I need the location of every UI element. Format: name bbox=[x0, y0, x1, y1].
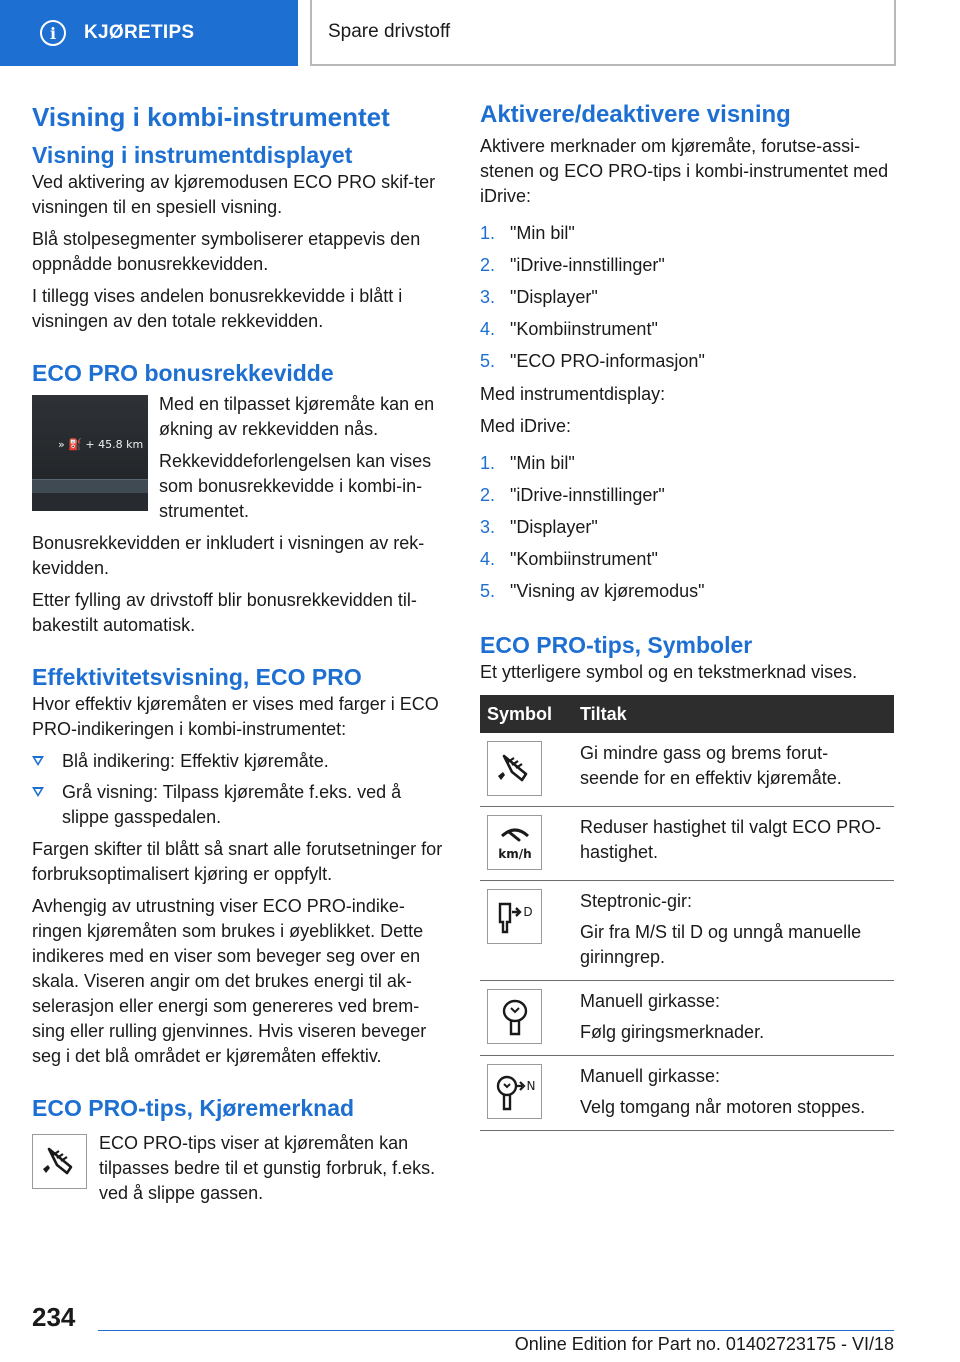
right-column bbox=[480, 100, 894, 1131]
edition-text: Online Edition for Part no. 01402723175 - VI/18 bbox=[514, 1334, 894, 1354]
paragraph: Etter fylling av drivstoff blir bonusrekkevidden til-bakestilt automatisk. bbox=[32, 590, 417, 635]
symbol-cell bbox=[487, 815, 542, 870]
speedometer-kmh-icon bbox=[492, 820, 538, 866]
table-row bbox=[480, 881, 894, 981]
list-item: 2. "iDrive-innstillinger" bbox=[480, 485, 665, 505]
symbol-table bbox=[480, 695, 894, 1131]
action-text: Manuell girkasse: bbox=[580, 1066, 721, 1086]
paragraph: Fargen skifter til blått så snart alle forutsetninger for forbruksoptimalisert kjøring er oppfylt. bbox=[32, 839, 443, 884]
gear-knob-icon bbox=[492, 994, 538, 1040]
left-column bbox=[32, 100, 446, 1213]
action-text: Steptronic-gir: bbox=[580, 891, 693, 911]
column-header-action: Tiltak bbox=[573, 695, 894, 733]
gear-lever-d-icon bbox=[492, 894, 538, 940]
list-item: 4. "Kombiinstrument" bbox=[480, 549, 658, 569]
paragraph: Ved aktivering av kjøremodusen ECO PRO skif-ter visningen til en spesiell visning. bbox=[32, 172, 436, 217]
main-heading: Visning i kombi-instrumentet bbox=[32, 102, 390, 132]
action-text: Reduser hastighet til valgt ECO PRO-hastighet. bbox=[580, 817, 882, 862]
table-row bbox=[480, 807, 894, 881]
triangle-bullet-icon bbox=[32, 756, 44, 766]
steps-list-2 bbox=[480, 451, 894, 604]
gear-knob-n-icon bbox=[492, 1069, 538, 1115]
foot-pedal-icon bbox=[492, 746, 538, 792]
svg-text:N: N bbox=[526, 1078, 535, 1093]
paragraph: Med iDrive: bbox=[480, 416, 572, 436]
heading-instrument-display: Visning i instrumentdisplayet bbox=[32, 142, 353, 168]
bonus-range-figure bbox=[32, 392, 446, 531]
symbol-cell bbox=[487, 989, 542, 1044]
chapter-tab[interactable] bbox=[0, 0, 298, 66]
list-item: 5. "ECO PRO-informasjon" bbox=[480, 351, 705, 371]
foot-pedal-icon bbox=[37, 1139, 83, 1185]
bonus-range-readout: » ⛽ + 45.8 km bbox=[58, 438, 144, 451]
symbol-cell bbox=[487, 741, 542, 796]
action-text: Gi mindre gass og brems forut-seende for en effektiv kjøremåte. bbox=[580, 743, 842, 788]
page-number: 234 bbox=[32, 1302, 76, 1332]
heading-driving-note: ECO PRO-tips, Kjøremerknad bbox=[32, 1095, 355, 1121]
table-row bbox=[480, 981, 894, 1056]
paragraph: Rekkeviddeforlengelsen kan vises som bonusrekkevidde i kombi-in-strumentet. bbox=[159, 451, 432, 521]
section-title-box bbox=[310, 0, 896, 66]
bonus-range-display-image bbox=[32, 395, 148, 511]
paragraph: ECO PRO-tips viser at kjøremåten kan tilpasses bedre til et gunstig forbruk, f.eks. ved å slippe gassen. bbox=[99, 1133, 436, 1203]
list-item: 2. "iDrive-innstillinger" bbox=[480, 255, 665, 275]
heading-bonus-range: ECO PRO bonusrekkevidde bbox=[32, 360, 334, 386]
action-text: Velg tomgang når motoren stoppes. bbox=[580, 1097, 866, 1117]
list-item: 4. "Kombiinstrument" bbox=[480, 319, 658, 339]
list-item: 3. "Displayer" bbox=[480, 517, 598, 537]
list-item: 3. "Displayer" bbox=[480, 287, 598, 307]
action-text: Følg giringsmerknader. bbox=[580, 1022, 765, 1042]
svg-text:D: D bbox=[522, 904, 533, 919]
symbol-cell bbox=[487, 889, 542, 944]
triangle-bullet-icon bbox=[32, 787, 44, 797]
list-item: Blå indikering: Effektiv kjøremåte. bbox=[32, 749, 446, 774]
heading-efficiency: Effektivitetsvisning, ECO PRO bbox=[32, 664, 362, 690]
paragraph: Bonusrekkevidden er inkludert i visningen av rek-kevidden. bbox=[32, 533, 425, 578]
table-row bbox=[480, 1056, 894, 1131]
action-text: Manuell girkasse: bbox=[580, 991, 721, 1011]
list-item: 1. "Min bil" bbox=[480, 223, 575, 243]
list-item: 5. "Visning av kjøremodus" bbox=[480, 581, 705, 601]
paragraph: Med instrumentdisplay: bbox=[480, 384, 666, 404]
column-header-symbol: Symbol bbox=[480, 695, 573, 733]
list-item: Grå visning: Tilpass kjøremåte f.eks. ved å slippe gasspedalen. bbox=[32, 780, 446, 830]
paragraph: Aktivere merknader om kjøremåte, forutse-assi-stenen og ECO PRO-tips i kombi-instrumentet med iDrive: bbox=[480, 136, 889, 206]
heading-symbols: ECO PRO-tips, Symboler bbox=[480, 632, 753, 658]
paragraph: Blå stolpesegmenter symboliserer etappevis den oppnådde bonusrekkevidden. bbox=[32, 229, 421, 274]
table-row bbox=[480, 733, 894, 807]
bullet-list bbox=[32, 749, 446, 830]
steps-list-1 bbox=[480, 221, 894, 374]
heading-activate: Aktivere/deaktivere visning bbox=[480, 101, 791, 128]
figure-text bbox=[159, 392, 446, 531]
display-bar-lower bbox=[32, 493, 148, 511]
paragraph: Et ytterligere symbol og en tekstmerknad vises. bbox=[480, 662, 858, 682]
svg-text:km/h: km/h bbox=[497, 846, 532, 861]
page-header bbox=[0, 0, 960, 66]
chapter-tab-label: KJØRETIPS bbox=[84, 22, 195, 43]
paragraph: Hvor effektiv kjøremåten er vises med farger i ECO PRO-indikeringen i kombi-instrumentet: bbox=[32, 694, 439, 739]
paragraph: I tillegg vises andelen bonusrekkevidde i blått i visningen av den totale rekkevidden. bbox=[32, 286, 403, 331]
paragraph: Med en tilpasset kjøremåte kan en økning av rekkevidden nås. bbox=[159, 394, 435, 439]
info-icon: i bbox=[40, 20, 66, 46]
footer-divider bbox=[98, 1330, 894, 1331]
display-bar bbox=[32, 479, 148, 493]
driving-note-figure bbox=[32, 1131, 446, 1213]
paragraph: Avhengig av utrustning viser ECO PRO-indike-ringen kjøremåten som brukes i øyeblikket. Dette indikeres med en viser som beveger seg over en skala. Viseren angir om det brukes energi til ak-selerasjon eller energi som genereres ved brem-sing eller rulling gjenvinnes. Hvis viseren beveger seg i det blå området er kjøremåten effektiv. bbox=[32, 896, 427, 1066]
list-item: 1. "Min bil" bbox=[480, 453, 575, 473]
table-header-row bbox=[480, 695, 894, 733]
section-title: Spare drivstoff bbox=[328, 21, 451, 42]
action-text: Gir fra M/S til D og unngå manuelle girinngrep. bbox=[580, 922, 862, 967]
symbol-cell bbox=[487, 1064, 542, 1119]
page-footer bbox=[0, 1290, 960, 1362]
foot-pedal-symbol bbox=[32, 1134, 87, 1189]
